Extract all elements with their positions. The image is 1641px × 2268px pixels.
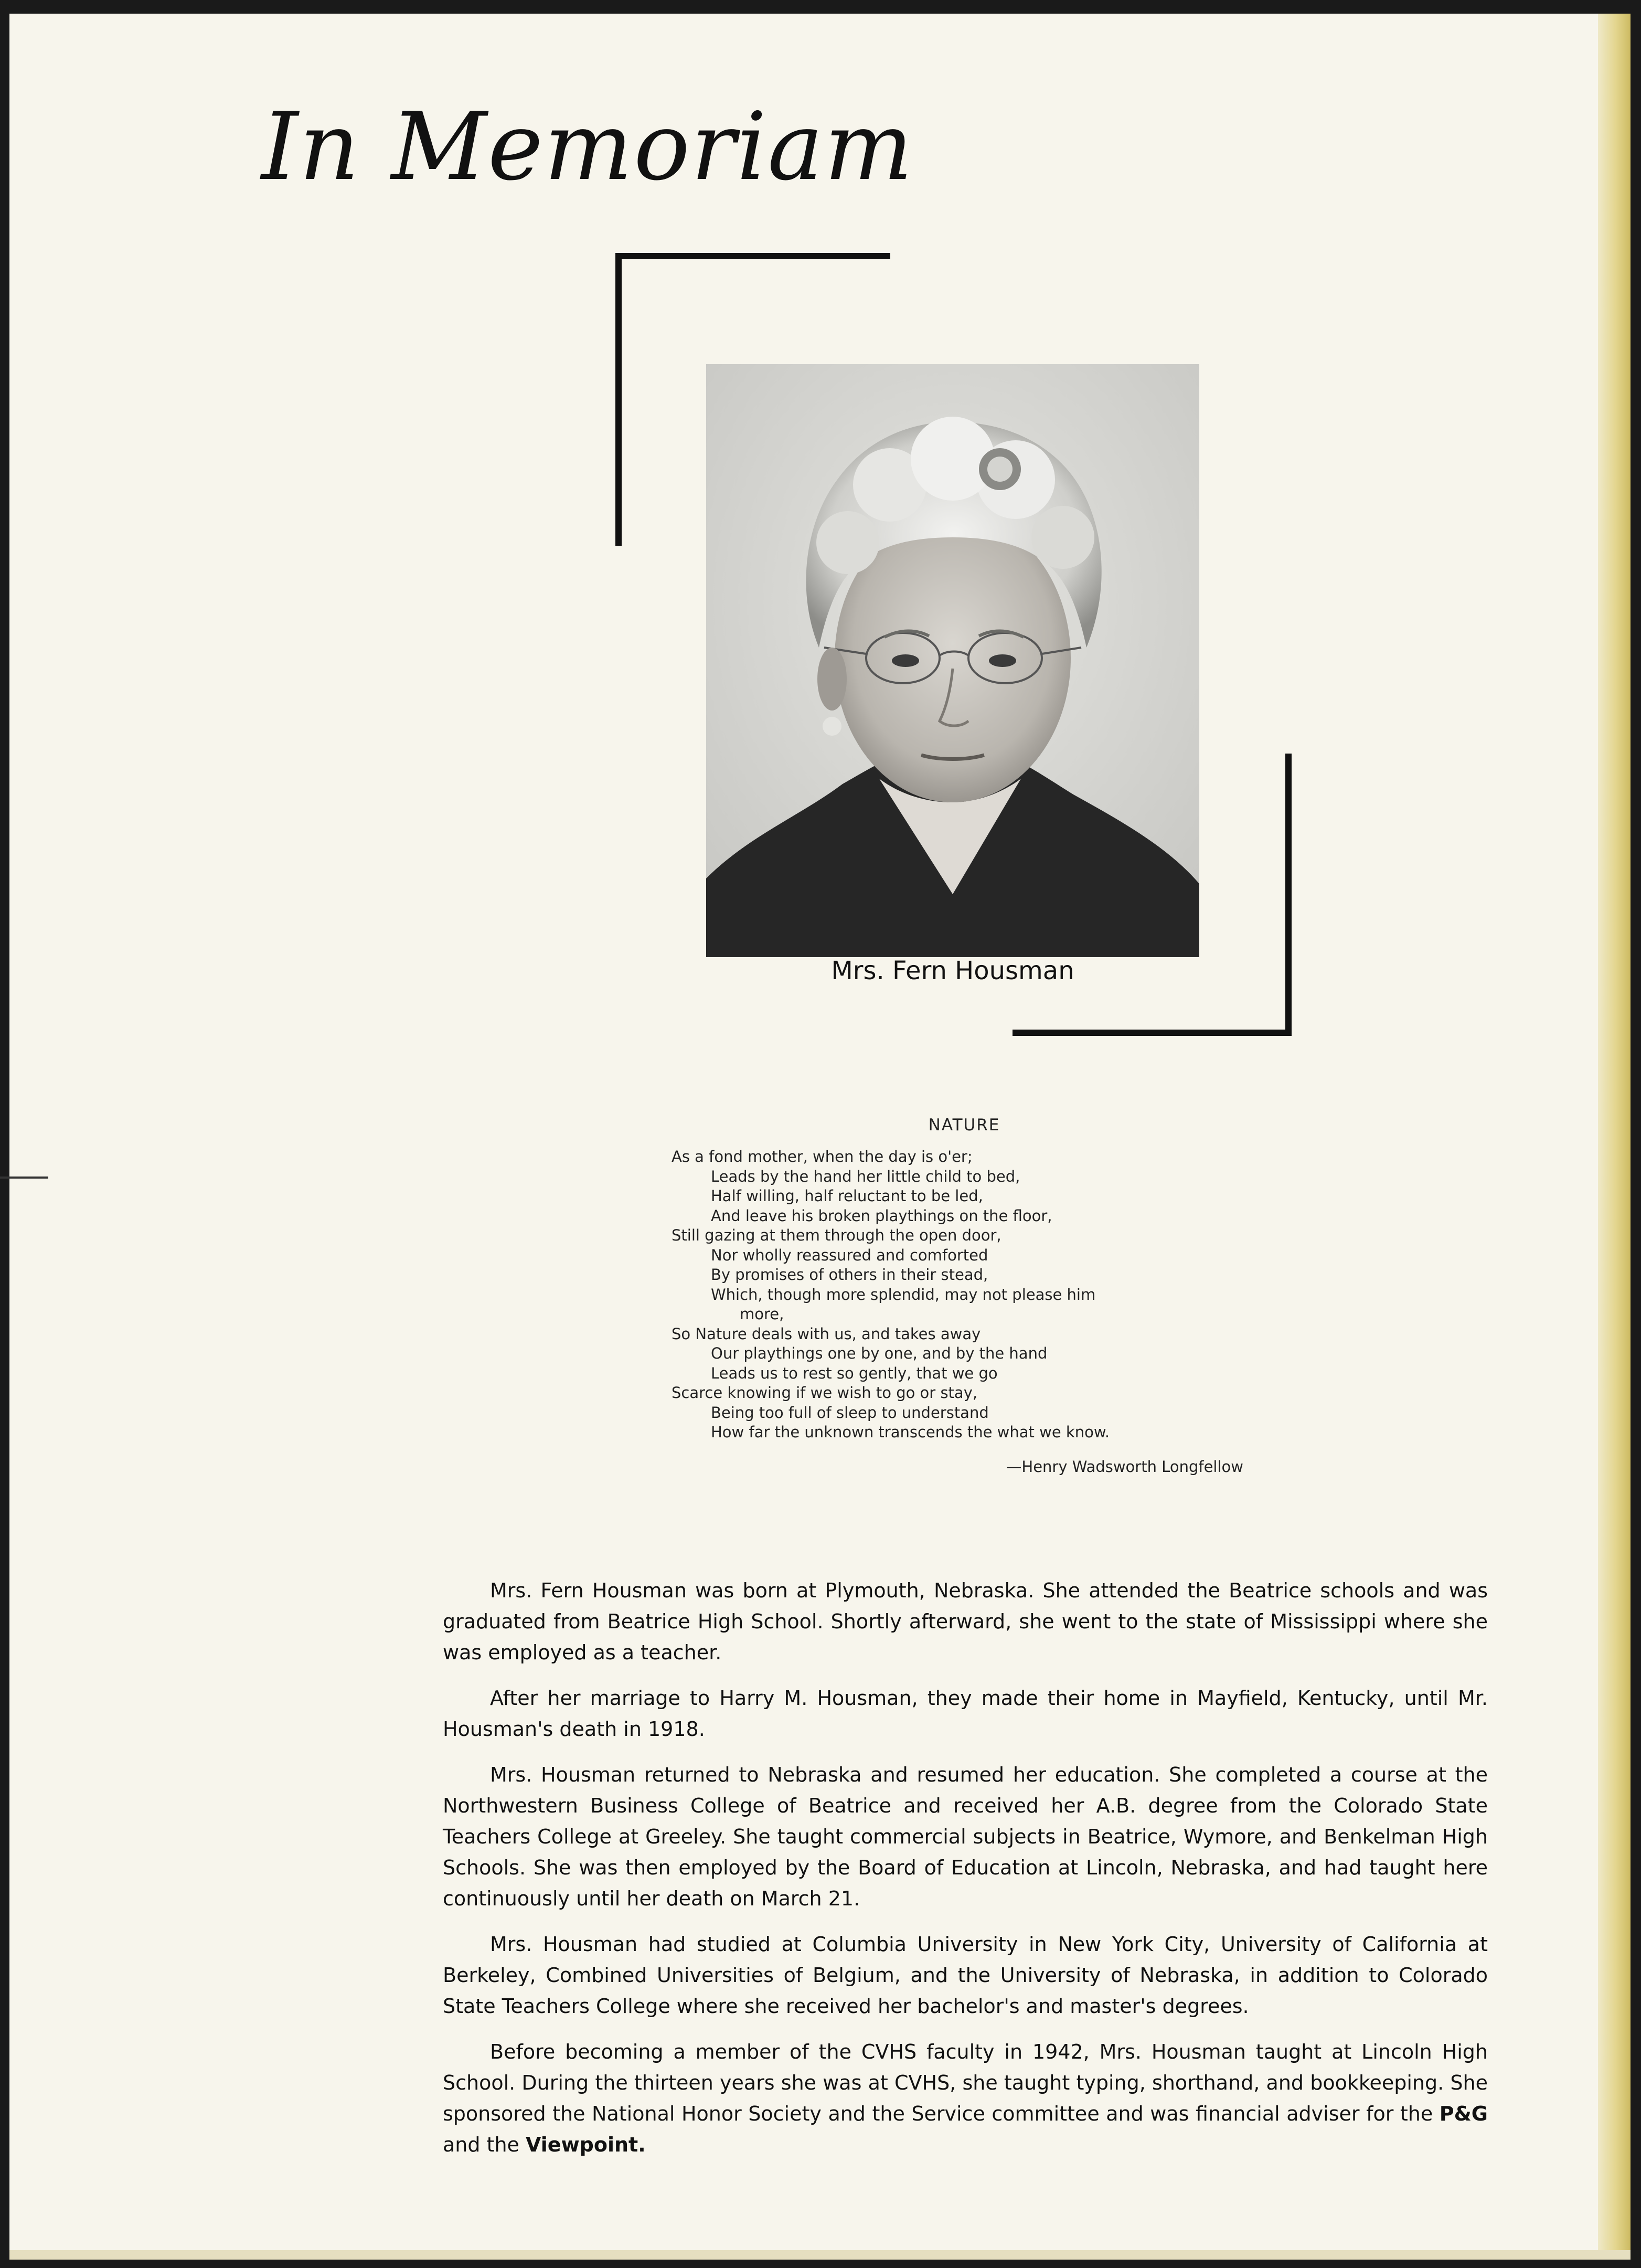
poem-line: How far the unknown transcends the what we know. (711, 1423, 1110, 1441)
poem-line: Scarce knowing if we wish to go or stay, (672, 1384, 978, 1402)
poem-line: Half willing, half reluctant to be led, (711, 1187, 983, 1205)
pg-publication: P&G (1439, 2102, 1488, 2125)
biography-paragraph-5-and: and the (443, 2133, 519, 2156)
poem-line: Which, though more splendid, may not please him (711, 1285, 1096, 1303)
poem-attribution: —Henry Wadsworth Longfellow (1006, 1458, 1243, 1476)
biography-paragraph-2: After her marriage to Harry M. Housman, they made their home in Mayfield, Kentucky, until Mr. Housman's death in 1918. (443, 1687, 1488, 1741)
page-bottom-edge (9, 2250, 1631, 2260)
poem-line: Leads us to rest so gently, that we go (711, 1364, 998, 1382)
yearbook-page (9, 14, 1631, 2260)
biography-paragraph-4: Mrs. Housman had studied at Columbia University in New York City, University of California at Berkeley, Combined Universities of Belgium, and the University of Nebraska, in addition to Colorado State Teachers College where she received her bachelor's and master's degrees. (443, 1933, 1488, 2018)
biography-paragraph-1: Mrs. Fern Housman was born at Plymouth, Nebraska. She attended the Beatrice schools and was graduated from Beatrice High School. Shortly afterward, she went to the state of Mississippi where she was employed as a teacher. (443, 1579, 1488, 1664)
page-title: In Memoriam (261, 92, 914, 201)
poem-line: And leave his broken playthings on the floor, (711, 1206, 1052, 1225)
poem-line: As a fond mother, when the day is o'er; (672, 1148, 973, 1165)
poem-body (672, 1147, 1280, 1443)
viewpoint-publication: Viewpoint. (526, 2133, 646, 2156)
poem-line: Still gazing at them through the open door, (672, 1226, 1001, 1244)
poem-line: Being too full of sleep to understand (711, 1403, 989, 1422)
portrait-photo (706, 364, 1199, 957)
poem-title: NATURE (928, 1116, 1000, 1135)
portrait-caption: Mrs. Fern Housman (831, 956, 1074, 985)
poem-line: By promises of others in their stead, (711, 1266, 988, 1284)
biography-paragraph-3: Mrs. Housman returned to Nebraska and resumed her education. She completed a course at the Northwestern Business College of Beatrice and received her A.B. degree from the Colorado State Teachers College at Greeley. She taught commercial subjects in Beatrice, Wymore, and Benkelman High Schools. She was then employed by the Board of Education at Lincoln, Nebraska, and had taught here continuously until her death on March 21. (443, 1763, 1488, 1910)
poem-line: Leads by the hand her little child to bed, (711, 1167, 1020, 1185)
poem-line: Our playthings one by one, and by the hand (711, 1344, 1048, 1362)
poem-line: So Nature deals with us, and takes away (672, 1324, 981, 1343)
biography-paragraph-5-text: Before becoming a member of the CVHS faculty in 1942, Mrs. Housman taught at Lincoln High School. During the thirteen years she was at CVHS, she taught typing, shorthand, and bookkeeping. She sponsored the National Honor Society and the Service committee and was financial adviser for the (443, 2040, 1488, 2125)
poem-line: more, (740, 1305, 784, 1323)
poem-line: Nor wholly reassured and comforted (711, 1246, 988, 1264)
page-edge (1598, 14, 1631, 2260)
biography (443, 1575, 1488, 2175)
portrait-illustration (706, 364, 1199, 957)
margin-mark (0, 1177, 48, 1179)
biography-paragraph-5 (443, 2037, 1488, 2160)
